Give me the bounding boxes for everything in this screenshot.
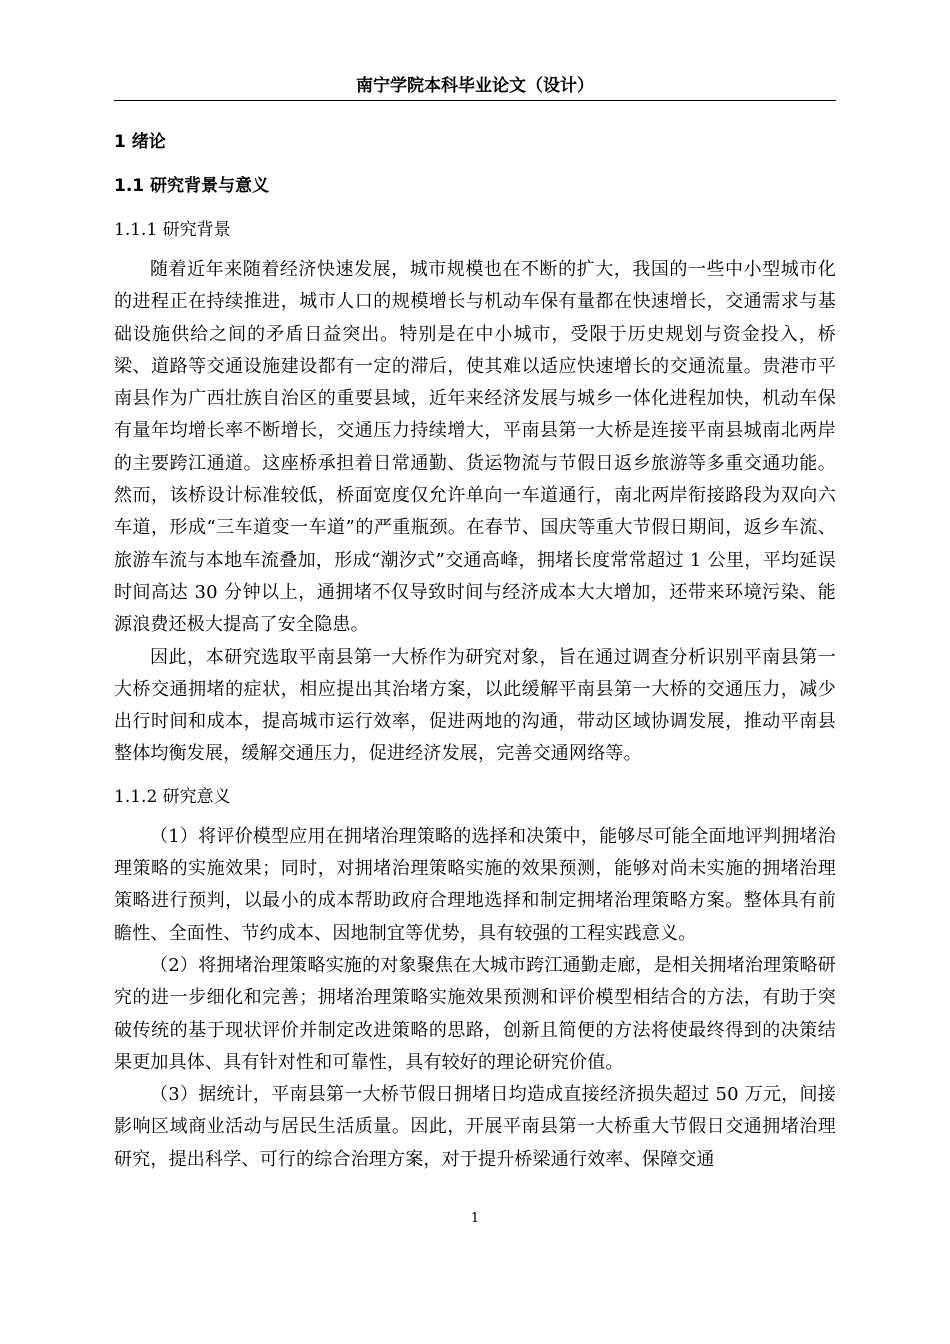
subsection-heading-1-1-2: 1.1.2 研究意义 [114,786,231,807]
paragraph-significance-3: （3）据统计，平南县第一大桥节假日拥堵日均造成直接经济损失超过 50 万元，间接影响区域商业活动与居民生活质量。因此，开展平南县第一大桥重大节假日交通拥堵治理研究，提出科学、可行的综合治理方案，对于提升桥梁通行效率、保障交通 [114,1084,836,1170]
paragraph-significance-2: （2）将拥堵治理策略实施的对象聚焦在大城市跨江通勤走廊，是相关拥堵治理策略研究的进一步细化和完善；拥堵治理策略实施效果预测和评价模型相结合的方法，有助于突破传统的基于现状评价并制定改进策略的思路，创新且简便的方法将使最终得到的决策结果更加具体、具有针对性和可靠性，具有较好的理论研究价值。 [114,954,836,1073]
paragraph-background-2: 因此，本研究选取平南县第一大桥作为研究对象，旨在通过调查分析识别平南县第一大桥交通拥堵的症状，相应提出其治堵方案，以此缓解平南县第一大桥的交通压力，减少出行时间和成本，提高城市运行效率，促进两地的沟通，带动区域协调发展，推动平南县整体均衡发展，缓解交通压力，促进经济发展，完善交通网络等。 [114,646,836,765]
header-rule [114,100,836,101]
paragraph-significance-1: （1）将评价模型应用在拥堵治理策略的选择和决策中，能够尽可能全面地评判拥堵治理策略的实施效果；同时，对拥堵治理策略实施的效果预测，能够对尚未实施的拥堵治理策略进行预判，以最小的成本帮助政府合理地选择和制定拥堵治理策略方案。整体具有前瞻性、全面性、节约成本、因地制宜等优势，具有较强的工程实践意义。 [114,825,836,944]
paragraph-background-1: 随着近年来随着经济快速发展，城市规模也在不断的扩大，我国的一些中小型城市化的进程正在持续推进，城市人口的规模增长与机动车保有量都在快速增长，交通需求与基础设施供给之间的矛盾日益突出。特别是在中小城市，受限于历史规划与资金投入，桥梁、道路等交通设施建设都有一定的滞后，使其难以适应快速增长的交通流量。贵港市平南县作为广西壮族自治区的重要县域，近年来经济发展与城乡一体化进程加快，机动车保有量年均增长率不断增长，交通压力持续增大，平南县第一大桥是连接平南县城南北两岸的主要跨江通道。这座桥承担着日常通勤、货运物流与节假日返乡旅游等多重交通功能。然而，该桥设计标准较低，桥面宽度仅允许单向一车道通行，南北两岸衔接路段为双向六车道，形成“三车道变一车道”的严重瓶颈。在春节、国庆等重大节假日期间，返乡车流、旅游车流与本地车流叠加，形成“潮汐式”交通高峰，拥堵长度常常超过 1 公里，平均延误时间高达 30 分钟以上，通拥堵不仅导致时间与经济成本大大增加，还带来环境污染、能源浪费还极大提高了安全隐患。 [114,259,836,636]
page-content [114,128,836,1176]
section-heading-1-1: 1.1 研究背景与意义 [114,176,270,196]
chapter-heading: 1 绪论 [114,132,166,152]
subsection-heading-1-1-1: 1.1.1 研究背景 [114,220,231,240]
running-header: 南宁学院本科毕业论文（设计） [356,76,594,96]
page-number: 1 [470,1211,480,1226]
